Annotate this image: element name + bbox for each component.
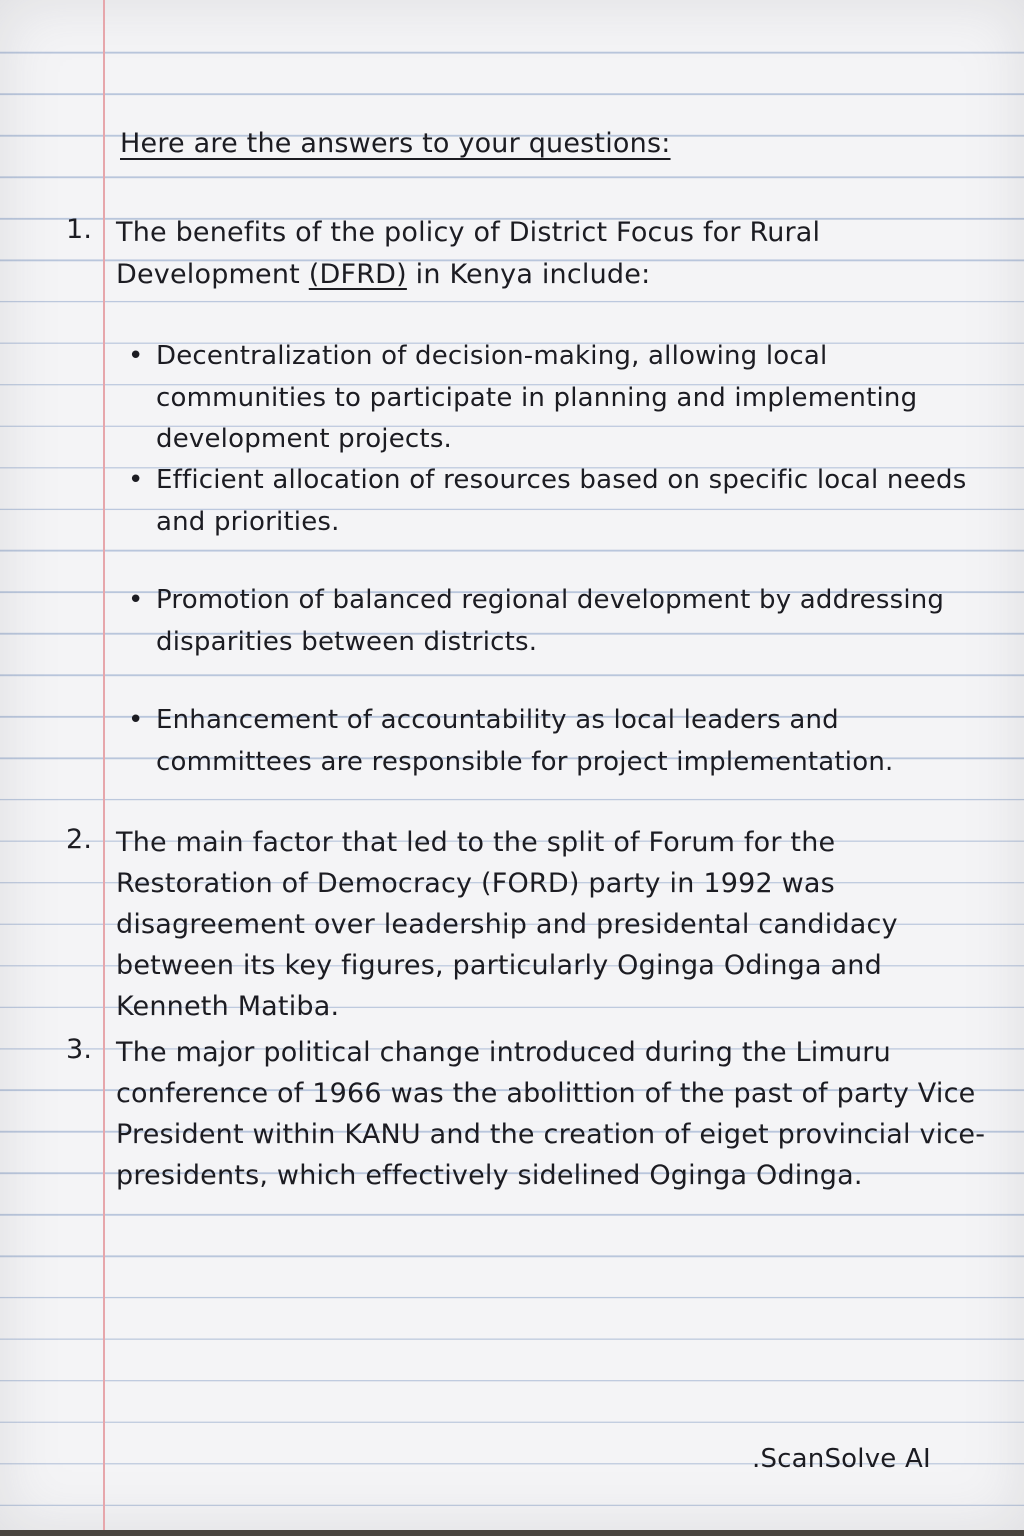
- margin-line: [103, 0, 105, 1530]
- question-3-number: 3.: [66, 1034, 93, 1065]
- question-1-text-before: The benefits of the policy of District Focus for Rural Development: [116, 217, 821, 290]
- dfrd-abbreviation: (DFRD): [308, 258, 407, 290]
- bullet-item-2: [128, 460, 988, 543]
- bullet-text-3: Promotion of balanced regional development by addressing disparities between districts.: [156, 585, 945, 657]
- page-heading: Here are the answers to your questions:: [120, 128, 671, 159]
- bullet-item-1: [128, 336, 988, 461]
- bullet-dot: •: [128, 341, 144, 371]
- bullet-item-4: [128, 700, 988, 783]
- bullet-dot: •: [128, 585, 144, 615]
- question-1-text-after: in Kenya include:: [406, 258, 651, 290]
- question-2-text: The main factor that led to the split of Forum for the Restoration of Democracy (FORD) party in 1992 was disagreement over leadership and presidental candidacy between its key figures, particularly Oginga Odinga and Kenneth Matiba.: [116, 827, 898, 1022]
- bullet-dot: •: [128, 705, 144, 735]
- question-1-text: [116, 212, 916, 295]
- question-2-number: 2.: [66, 824, 93, 855]
- bullet-text-1: Decentralization of decision-making, allowing local communities to participate in planning and implementing development projects.: [156, 341, 918, 454]
- bullet-text-4: Enhancement of accountability as local leaders and committees are responsible for project implementation.: [156, 705, 894, 777]
- bullet-text-2: Efficient allocation of resources based on specific local needs and priorities.: [156, 465, 967, 537]
- question-1-number: 1.: [66, 214, 93, 245]
- brand-watermark: .ScanSolve AI: [752, 1444, 931, 1474]
- question-3-text: The major political change introduced during the Limuru conference of 1966 was the abolittion of the past of party Vice President within KANU and the creation of eiget provincial vice-presidents, which effectively sidelined Oginga Odinga.: [116, 1037, 986, 1191]
- bullet-item-3: [128, 580, 988, 663]
- bullet-dot: •: [128, 465, 144, 495]
